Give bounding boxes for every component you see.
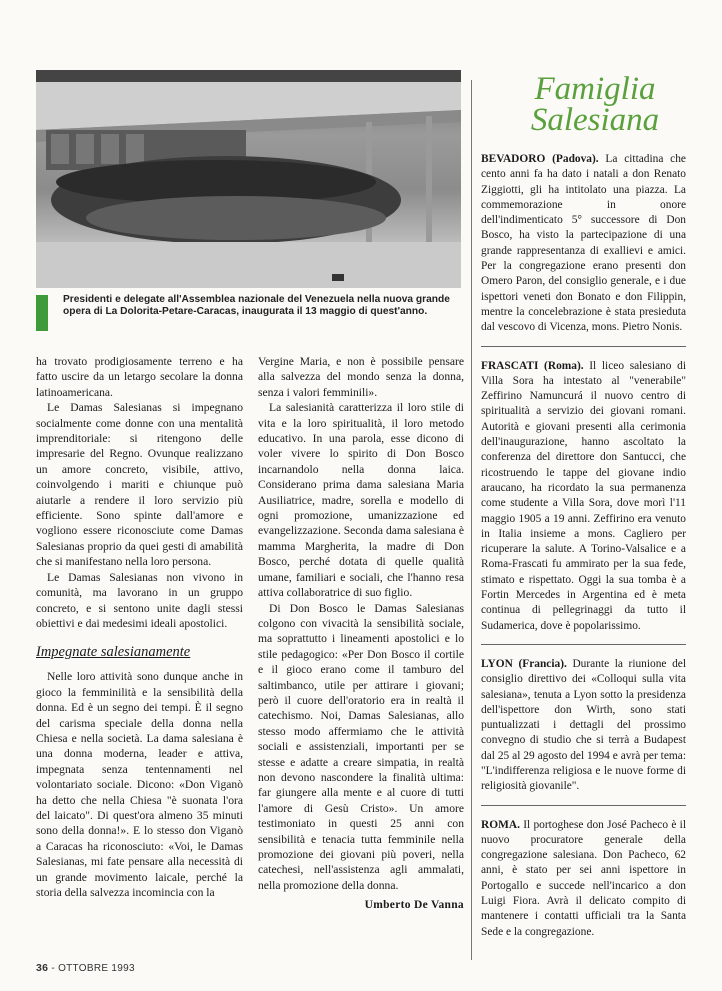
- section-title-line2: Salesiana: [530, 102, 660, 138]
- section-title: [500, 71, 690, 138]
- photo-illustration: [36, 70, 461, 288]
- news-text: Il portoghese don José Pacheco è il nuovo procuratore generale della congregazione salesiana. Don Pacheco, 62 anni, è stato per sei anni ispettore in Portogallo e succede nell'incarico a don Luigi Fiora. Avrà il delicato compito di mantenere i contatti ufficiali tra la Santa Sede e la congregazione.: [481, 818, 686, 938]
- article-paragraph: Le Damas Salesianas non vivono in comunità, ma lavorano in un gruppo concreto, e si sentono unite dagli stessi obiettivi e dai medesimi ideali apostolici.: [36, 570, 243, 630]
- article-paragraph: Nelle loro attività sono dunque anche in gioco la femminilità e la sensibilità della donna. Ed è un segno dei tempi. È il segno del carisma speciale della donna nella Chiesa e nella società. La dama salesiana è una donna moderna, leader e attiva, impegnata senza tentennamenti nel volontariato sociale. Dicono: «Don Viganò ha detto che nella Chiesa "è suonata l'ora del laicato". Di quest'ora almeno 35 minuti sono della donna!». E lo stesso don Viganò a Caracas ha riconosciuto: «Voi, le Damas Salesianas, mi fate pensare alla necessità di un grande movimento laicale, perché la storia della salvezza incomincia con la: [36, 670, 243, 899]
- article-paragraph: La salesianità caratterizza il loro stile di vita e la loro spiritualità, il loro metodo educativo. In una parola, esse dicono di voler vivere lo spirito di Don Bosco incarnandolo nella donna laica. Considerano prima dama salesiana Maria Ausiliatrice, madre, sorella e modello di ogni promozione, umanizzazione ed evangelizzazione. Seconda dama salesiana è mamma Margherita, la madre di Don Bosco, perché dotata di quelle qualità umane, familiari e sociali, che l'hanno resa attiva collaboratrice di suo figlio.: [258, 401, 464, 600]
- news-place: BEVADORO (Padova).: [481, 153, 599, 165]
- news-text: Il liceo salesiano di Villa Sora ha intestato al "venerabile" Zeffirino Namuncurá il nuovo centro di spiritualità a servizio dei giovani romani. Autorità e giovani presenti alla cerimonia dell'inaugurazione, hanno ascoltato la conferenza del direttore don Santucci, che ricostruendo le tappe del giovane indio araucano, ha ricordato la sua permanenza come studente a Villa Sora, dove morì l'11 maggio 1905 a 19 anni. Zeffirino era venuto in Italia insieme a mons. Cagliero per ricuperare la salute. A Torino-Valsalice e a Roma-Frascati fu ammirato per la sua fede, stimato e rispettato. Oggi la sua tomba è a Fortin Mercedes in Argentina ed è meta continua di pellegrinaggi da tutto il Sudamerica, dove è popolarissimo.: [481, 359, 686, 632]
- news-column: [481, 152, 686, 940]
- news-place: ROMA.: [481, 818, 520, 831]
- section-title-line1: Famiglia: [534, 71, 656, 107]
- news-item: [481, 818, 686, 940]
- issue-date: - OTTOBRE 1993: [48, 963, 135, 974]
- article-paragraph: ha trovato prodigiosamente terreno e ha fatto uscire da un letargo secolare la donna latinoamericana.: [36, 355, 243, 399]
- news-item: [481, 359, 686, 634]
- news-text: La cittadina che cento anni fa ha dato i natali a don Renato Ziggiotti, gli ha intitolato una piazza. La commemorazione in onore dell'indimenticato 5° successore di Don Bosco, ha visto la partecipazione di una grande rappresentanza di exallievi e amici. Per la congregazione erano presenti don Omero Paron, del consiglio generale, e i due ispettori veneti don Bonato e don Filippin, mentre la concelebrazione è stata presieduta dal vescovo di Vicenza, mons. Pietro Nonis.: [481, 153, 686, 334]
- news-divider: [481, 805, 686, 806]
- caption-text: Presidenti e delegate all'Assemblea nazionale del Venezuela nella nuova grande opera di La Dolorita-Petare-Caracas, inaugurata il 13 maggio di quest'anno.: [63, 294, 450, 317]
- news-text: Durante la riunione del consiglio direttivo dei «Colloqui sulla vita salesiana», tenuta a Lyon sotto la presidenza dell'ispettore don Wirth, sono stati puntualizzati i dettagli del prossimo convegno di studio che si terrà a Budapest dal 25 al 29 agosto del 1994 e avrà per tema: "L'indifferenza religiosa e le nuove forme di religiosità giovanile".: [481, 657, 686, 793]
- news-item: [481, 657, 686, 795]
- caption-accent-bar: [36, 295, 48, 331]
- article-author: Umberto De Vanna: [364, 899, 464, 912]
- page-footer: [36, 962, 135, 974]
- news-place: FRASCATI (Roma).: [481, 359, 584, 372]
- news-item: [481, 152, 686, 336]
- group-photo: [36, 70, 461, 288]
- column-divider: [471, 80, 472, 960]
- news-divider: [481, 644, 686, 645]
- photo-caption: [36, 293, 461, 333]
- page-number: 36: [36, 962, 49, 974]
- article-subheading: Impegnate salesianamente: [36, 644, 191, 661]
- article-paragraph: Le Damas Salesianas si impegnano socialmente come donne con una mentalità imprenditoriale: si ritengono delle impresarie del Regno. Ovunque realizzano un amore concreto, visibile, attivo, coinvolgendo i mariti e chiunque può aiutarle a rendere il loro servizio più efficiente. Sono spinte dall'amore e vogliono essere riconosciute come Damas Salesianas proprio da quei gesti di amabilità che si manifestano nella loro persona.: [36, 401, 243, 569]
- article-column-1: [36, 354, 243, 900]
- article-paragraph: Di Don Bosco le Damas Salesianas colgono con vivacità la sensibilità sociale, ma soprattutto i lineamenti apostolici e lo stile pedagogico: «Per Don Bosco il cortile e il gioco erano come il tamburo del saltimbanco, utile per attirare i giovani; però il cuore dell'oratorio era in realtà il catechismo. Noi, Damas Salesianas, allo stesso modo affermiamo che le attività sociali e assistenziali, importanti per se stesse e adatte a creare simpatia, in realtà non devono nascondere la finalità ultima: far giungere alla mente e al cuore di tutti l'amore di Gesù Cristo». Un amore testimoniato in questi 25 anni con sensibilità e tenacia tutta femminile nella promozione dei giovani più poveri, nella catechesi, nell'assistenza agli ammalati, nella promozione della donna.: [258, 601, 464, 892]
- article-column-2: [258, 354, 464, 914]
- article-paragraph: Vergine Maria, e non è possibile pensare alla salvezza del mondo senza la donna, senza i valori femminili».: [258, 355, 464, 399]
- news-place: LYON (Francia).: [481, 657, 567, 670]
- news-divider: [481, 346, 686, 347]
